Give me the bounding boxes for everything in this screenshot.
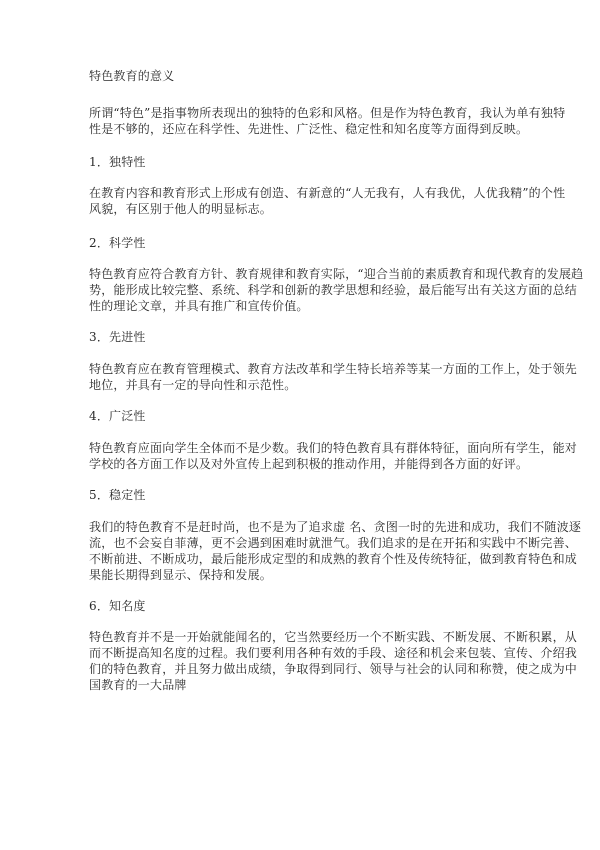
section-heading-scientific: 2．科学性 <box>89 236 146 250</box>
paragraph-line: 特色教育应在教育管理模式、教育方法改革和学生特长培养等某一方面的工作上，处于领先 <box>89 362 578 376</box>
section-heading-uniqueness: 1．独特性 <box>89 155 146 169</box>
paragraph-line: 们的特色教育，并且努力做出成绩，争取得到同行、领导与社会的认同和称赞，使之成为中 <box>89 662 578 676</box>
paragraph-line: 果能长期得到显示、保持和发展。 <box>89 568 273 582</box>
paragraph-line: 特色教育应符合教育方针、教育规律和教育实际，“迎合当前的素质教育和现代教育的发展趋 <box>89 267 584 281</box>
intro-line: 所谓“特色”是指事物所表现出的独特的色彩和风格。但是作为特色教育，我认为单有独特 <box>89 106 566 120</box>
section-heading-breadth: 4．广泛性 <box>89 409 146 423</box>
section-heading-stability: 5．稳定性 <box>89 488 146 502</box>
section-heading-reputation: 6．知名度 <box>89 599 146 613</box>
section-heading-advanced: 3．先进性 <box>89 330 146 344</box>
paragraph-line: 风貌，有区别于他人的明显标志。 <box>89 202 273 216</box>
paragraph-line: 流，也不会妄自菲薄，更不会遇到困难时就泄气。我们追求的是在开拓和实践中不断完善、 <box>89 536 578 550</box>
paragraph-line: 我们的特色教育不是赶时尚，也不是为了追求虚 名、贪图一时的先进和成功，我们不随波逐 <box>89 520 582 534</box>
paragraph-line: 性的理论文章，并具有推广和宣传价值。 <box>89 299 309 313</box>
paragraph-line: 而不断提高知名度的过程。我们要利用各种有效的手段、途径和机会来包装、宣传、介绍我 <box>89 646 578 660</box>
paragraph-line: 特色教育应面向学生全体而不是少数。我们的特色教育具有群体特征，面向所有学生，能对 <box>89 441 578 455</box>
paragraph-line: 学校的各方面工作以及对外宣传上起到积极的推动作用，并能得到各方面的好评。 <box>89 457 529 471</box>
intro-line: 性是不够的，还应在科学性、先进性、广泛性、稳定性和知名度等方面得到反映。 <box>89 122 529 136</box>
paragraph-line: 地位，并具有一定的导向性和示范性。 <box>89 378 297 392</box>
paragraph-line: 特色教育并不是一开始就能闻名的，它当然要经历一个不断实践、不断发展、不断积累，从 <box>89 630 578 644</box>
document-title: 特色教育的意义 <box>89 69 175 83</box>
paragraph-line: 国教育的一大品牌 <box>89 678 187 692</box>
paragraph-line: 在教育内容和教育形式上形成有创造、有新意的“人无我有，人有我优，人优我精”的个性 <box>89 186 566 200</box>
paragraph-line: 势，能形成比较完整、系统、科学和创新的教学思想和经验，最后能写出有关这方面的总结 <box>89 283 578 297</box>
paragraph-line: 不断前进、不断成功，最后能形成定型的和成熟的教育个性及传统特征，做到教育特色和成 <box>89 552 578 566</box>
